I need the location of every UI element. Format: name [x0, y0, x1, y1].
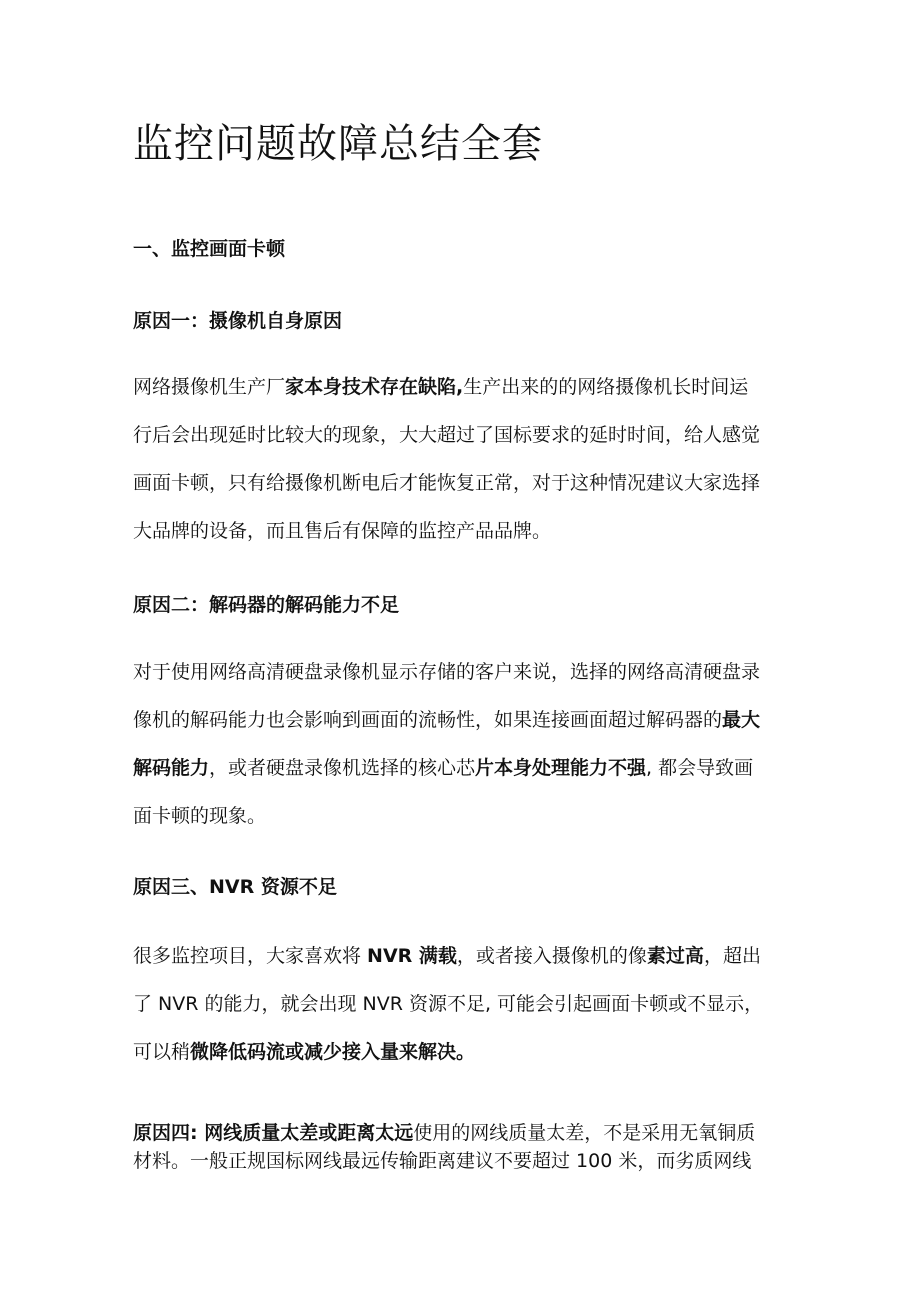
reason4-line-1: [133, 1120, 803, 1148]
reason1-paragraph: [133, 374, 803, 566]
reason1-line-3: 画面卡顿，只有给摄像机断电后才能恢复正常，对于这种情况建议大家选择: [133, 472, 761, 494]
section-heading-stutter: 一、监控画面卡顿: [133, 238, 286, 260]
reason1-line-1: [133, 374, 803, 422]
reason3-line-2: 了 NVR 的能力，就会出现 NVR 资源不足, 可能会引起画面卡顿或不显示，: [133, 993, 764, 1015]
reason3-heading: 原因三、NVR 资源不足: [133, 876, 337, 898]
reason4-heading: 原因四: 网线质量太差或距离太远: [133, 1122, 414, 1144]
reason1-text: 生产出来的的网络摄像机长时间运: [463, 376, 749, 398]
reason1-text: 网络摄像机生产厂: [133, 376, 286, 398]
reason2-emphasis: 最大: [722, 709, 761, 731]
reason2-line-2: [133, 707, 803, 755]
reason3-text: 很多监控项目，大家喜欢将: [133, 945, 368, 967]
reason3-text: 可以稍: [133, 1041, 191, 1063]
reason3-text: ，超出: [703, 945, 761, 967]
reason2-line-3: [133, 755, 803, 803]
reason2-emphasis: 片本身处理能力不强: [475, 757, 647, 779]
reason4-paragraph: [133, 1120, 803, 1176]
reason4-line-2: 材料。一般正规国标网线最远传输距离建议不要超过 100 米，而劣质网线: [133, 1150, 752, 1172]
reason2-text: , 都会导致画: [646, 757, 754, 779]
reason4-text: 使用的网线质量太差，不是采用无氧铜质: [413, 1122, 756, 1144]
reason1-emphasis: 家本身技术存在缺陷,: [285, 376, 464, 398]
reason3-text: ，或者接入摄像机的像: [456, 945, 647, 967]
reason2-text: 像机的解码能力也会影响到画面的流畅性，如果连接画面超过解码器的: [133, 709, 723, 731]
reason2-line-4: 面卡顿的现象。: [133, 805, 267, 827]
reason3-emphasis: 素过高: [646, 945, 704, 967]
reason2-line-1: 对于使用网络高清硬盘录像机显示存储的客户来说，选择的网络高清硬盘录: [133, 661, 761, 683]
reason3-emphasis: 微降低码流或减少接入量来解决。: [190, 1041, 476, 1063]
reason3-line-1: [133, 943, 803, 991]
reason2-paragraph: [133, 659, 803, 851]
reason2-text: ，或者硬盘录像机选择的核心芯: [209, 757, 476, 779]
reason3-emphasis: NVR 满载: [367, 945, 457, 967]
document-title: 监控问题故障总结全套: [133, 121, 543, 167]
reason2-heading: 原因二：解码器的解码能力不足: [133, 594, 400, 616]
reason1-heading: 原因一：摄像机自身原因: [133, 310, 343, 332]
reason2-emphasis: 解码能力: [133, 757, 210, 779]
reason1-line-2: 行后会出现延时比较大的现象，大大超过了国标要求的延时时间，给人感觉: [133, 424, 761, 446]
reason3-line-3: [133, 1039, 803, 1087]
reason3-paragraph: [133, 943, 803, 1087]
reason1-line-4: 大品牌的设备，而且售后有保障的监控产品品牌。: [133, 520, 552, 542]
